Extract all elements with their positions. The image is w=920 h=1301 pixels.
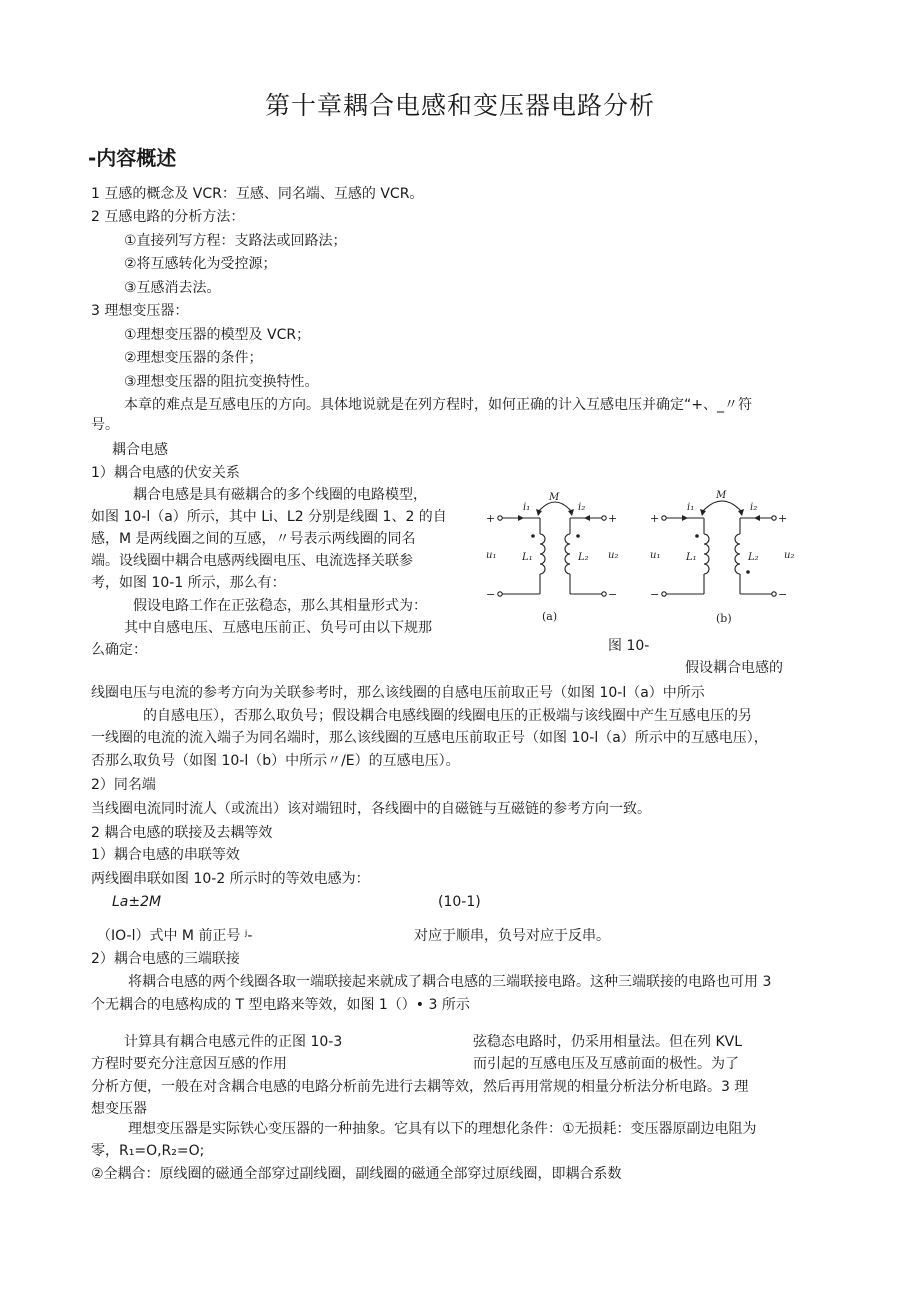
text-line: ①理想变压器的模型及 VCR； (124, 327, 311, 343)
text-line: ②理想变压器的条件； (124, 350, 263, 366)
label-L2-b: L₂ (748, 552, 759, 563)
label-M-a: M (549, 492, 560, 503)
text-line: 1 互感的概念及 VCR：互感、同名端、互感的 VCR。 (91, 186, 424, 202)
plus-a-left: + (486, 512, 496, 525)
label-u2-a: u₂ (608, 550, 619, 561)
plus-a-right: + (608, 512, 618, 525)
text-line: 否那么取负号（如图 10-l（b）中所示〃/E）的互感电压）。 (91, 753, 460, 769)
text-line: 号。 (91, 417, 119, 433)
label-i2-b: i₂ (750, 502, 758, 513)
equation-number: (10-1) (438, 894, 481, 910)
label-b: (b) (716, 612, 732, 625)
minus-a-right: − (608, 588, 618, 601)
text-line: 两线圈串联如图 10-2 所示时的等效电感为： (91, 871, 370, 887)
text-line: 线圈电压与电流的参考方向为关联参考时，那么该线圈的自感电压前取正号（如图 10-l（a）中所示 (91, 685, 705, 701)
text-line: ②全耦合：原线圈的磁通全部穿过副线圈，副线圈的磁通全部穿过原线圈，即耦合系数 (91, 1166, 622, 1182)
page-title: 第十章耦合电感和变压器电路分析 (264, 91, 655, 120)
text-line: 1）耦合电感的伏安关系 (91, 465, 240, 481)
text-line: 计算具有耦合电感元件的正图 10-3 (124, 1034, 343, 1050)
figure-caption: 图 10- (608, 638, 650, 654)
text-line: ③互感消去法。 (124, 280, 221, 296)
text-line: 2）耦合电感的三端联接 (91, 951, 240, 967)
text-line: 假设耦合电感的 (685, 660, 783, 676)
text-line: 想变压器 (91, 1101, 147, 1117)
label-M-b: M (716, 490, 727, 501)
text-line: 2）同名端 (91, 777, 156, 793)
text-line: 假设电路工作在正弦稳态，那么其相量形式为： (133, 598, 427, 614)
text-line: 2 耦合电感的联接及去耦等效 (91, 825, 273, 841)
text-line: 考，如图 10-1 所示，那么有： (91, 575, 286, 591)
text-line: 当线圈电流同时流人（或流出）该对端钮时，各线圈中的自磁链与互磁链的参考方向一致。 (91, 801, 651, 817)
label-i2-a: i₂ (578, 502, 586, 513)
label-L2-a: L₂ (578, 552, 589, 563)
text-line: 如图 10-l（a）所示，其中 Li、L2 分别是线圈 1、2 的自 (91, 509, 447, 525)
text-line: 耦合电感 (112, 442, 168, 458)
label-a: (a) (542, 610, 558, 623)
text-line: 对应于顺串，负号对应于反串。 (414, 928, 610, 944)
text-line: ①直接列写方程：支路法或回路法； (124, 233, 347, 249)
text-line: 本章的难点是互感电压的方向。具体地说就是在列方程时，如何正确的计入互感电压并确定“+、_〃符 (124, 397, 752, 413)
text-line: 么确定： (91, 642, 147, 658)
label-L1-a: L₁ (522, 552, 533, 563)
circuit-a (498, 502, 606, 596)
text-line: ③理想变压器的阻抗变换特性。 (124, 374, 319, 390)
text-line: 理想变压器是实际铁心变压器的一种抽象。它具有以下的理想化条件：①无损耗：变压器原副边电阻为 (128, 1121, 757, 1137)
text-line: 而引起的互感电压及互感前面的极性。为了 (473, 1056, 739, 1072)
minus-a-left: − (486, 588, 496, 601)
label-i1-a: i₁ (523, 502, 531, 513)
text-line: 弦稳态电路时，仍采用相量法。但在列 KVL (473, 1034, 743, 1050)
text-line: （IO-l）式中 M 前正号 ʲ- (97, 928, 253, 944)
label-u1-b: u₁ (650, 550, 661, 561)
text-line: 方程时要充分注意因互感的作用 (91, 1056, 287, 1072)
text-line: 3 理想变压器： (91, 303, 189, 319)
section-heading: -内容概述 (88, 146, 177, 170)
label-i1-b: i₁ (687, 502, 695, 513)
figure-10-1 (478, 486, 808, 626)
text-line: 耦合电感是具有磁耦合的多个线圈的电路模型， (133, 487, 427, 503)
minus-b-left: − (650, 588, 660, 601)
label-L1-b: L₁ (686, 552, 697, 563)
text-line: 其中自感电压、互感电压前正、负号可由以下规那 (124, 620, 432, 636)
minus-b-right: − (778, 588, 788, 601)
text-line: 的自感电压），否那么取负号；假设耦合电感线圈的线圈电压的正极端与该线圈中产生互感电压的另 (143, 708, 752, 724)
text-line: 分析方便，一般在对含耦合电感的电路分析前先进行去耦等效，然后再用常规的相量分析法分析电路。3 理 (91, 1079, 749, 1095)
circuit-b (662, 501, 776, 596)
plus-b-left: + (650, 512, 660, 525)
text-line: 一线圈的电流的流入端子为同名端时，那么该线圈的互感电压前取正号（如图 10-l（a）所示中的互感电压）， (91, 730, 768, 746)
text-line: 零，R₁=O,R₂=O; (91, 1143, 205, 1159)
plus-b-right: + (778, 512, 788, 525)
text-line: 将耦合电感的两个线圈各取一端联接起来就成了耦合电感的三端联接电路。这种三端联接的电路也可用 3 (128, 974, 772, 990)
formula: La±2M (112, 894, 162, 910)
text-line: 2 互感电路的分析方法： (91, 209, 245, 225)
text-line: 端。设线圈中耦合电感两线圈电压、电流选择关联参 (91, 553, 413, 569)
text-line: 个无耦合的电感构成的 T 型电路来等效，如图 1（）• 3 所示 (91, 997, 470, 1013)
text-line: ②将互感转化为受控源； (124, 256, 277, 272)
label-u2-b: u₂ (784, 550, 795, 561)
text-line: 1）耦合电感的串联等效 (91, 847, 240, 863)
label-u1-a: u₁ (486, 550, 497, 561)
text-line: 感，M 是两线圈之间的互感，〃号表示两线圈的同名 (91, 531, 416, 547)
